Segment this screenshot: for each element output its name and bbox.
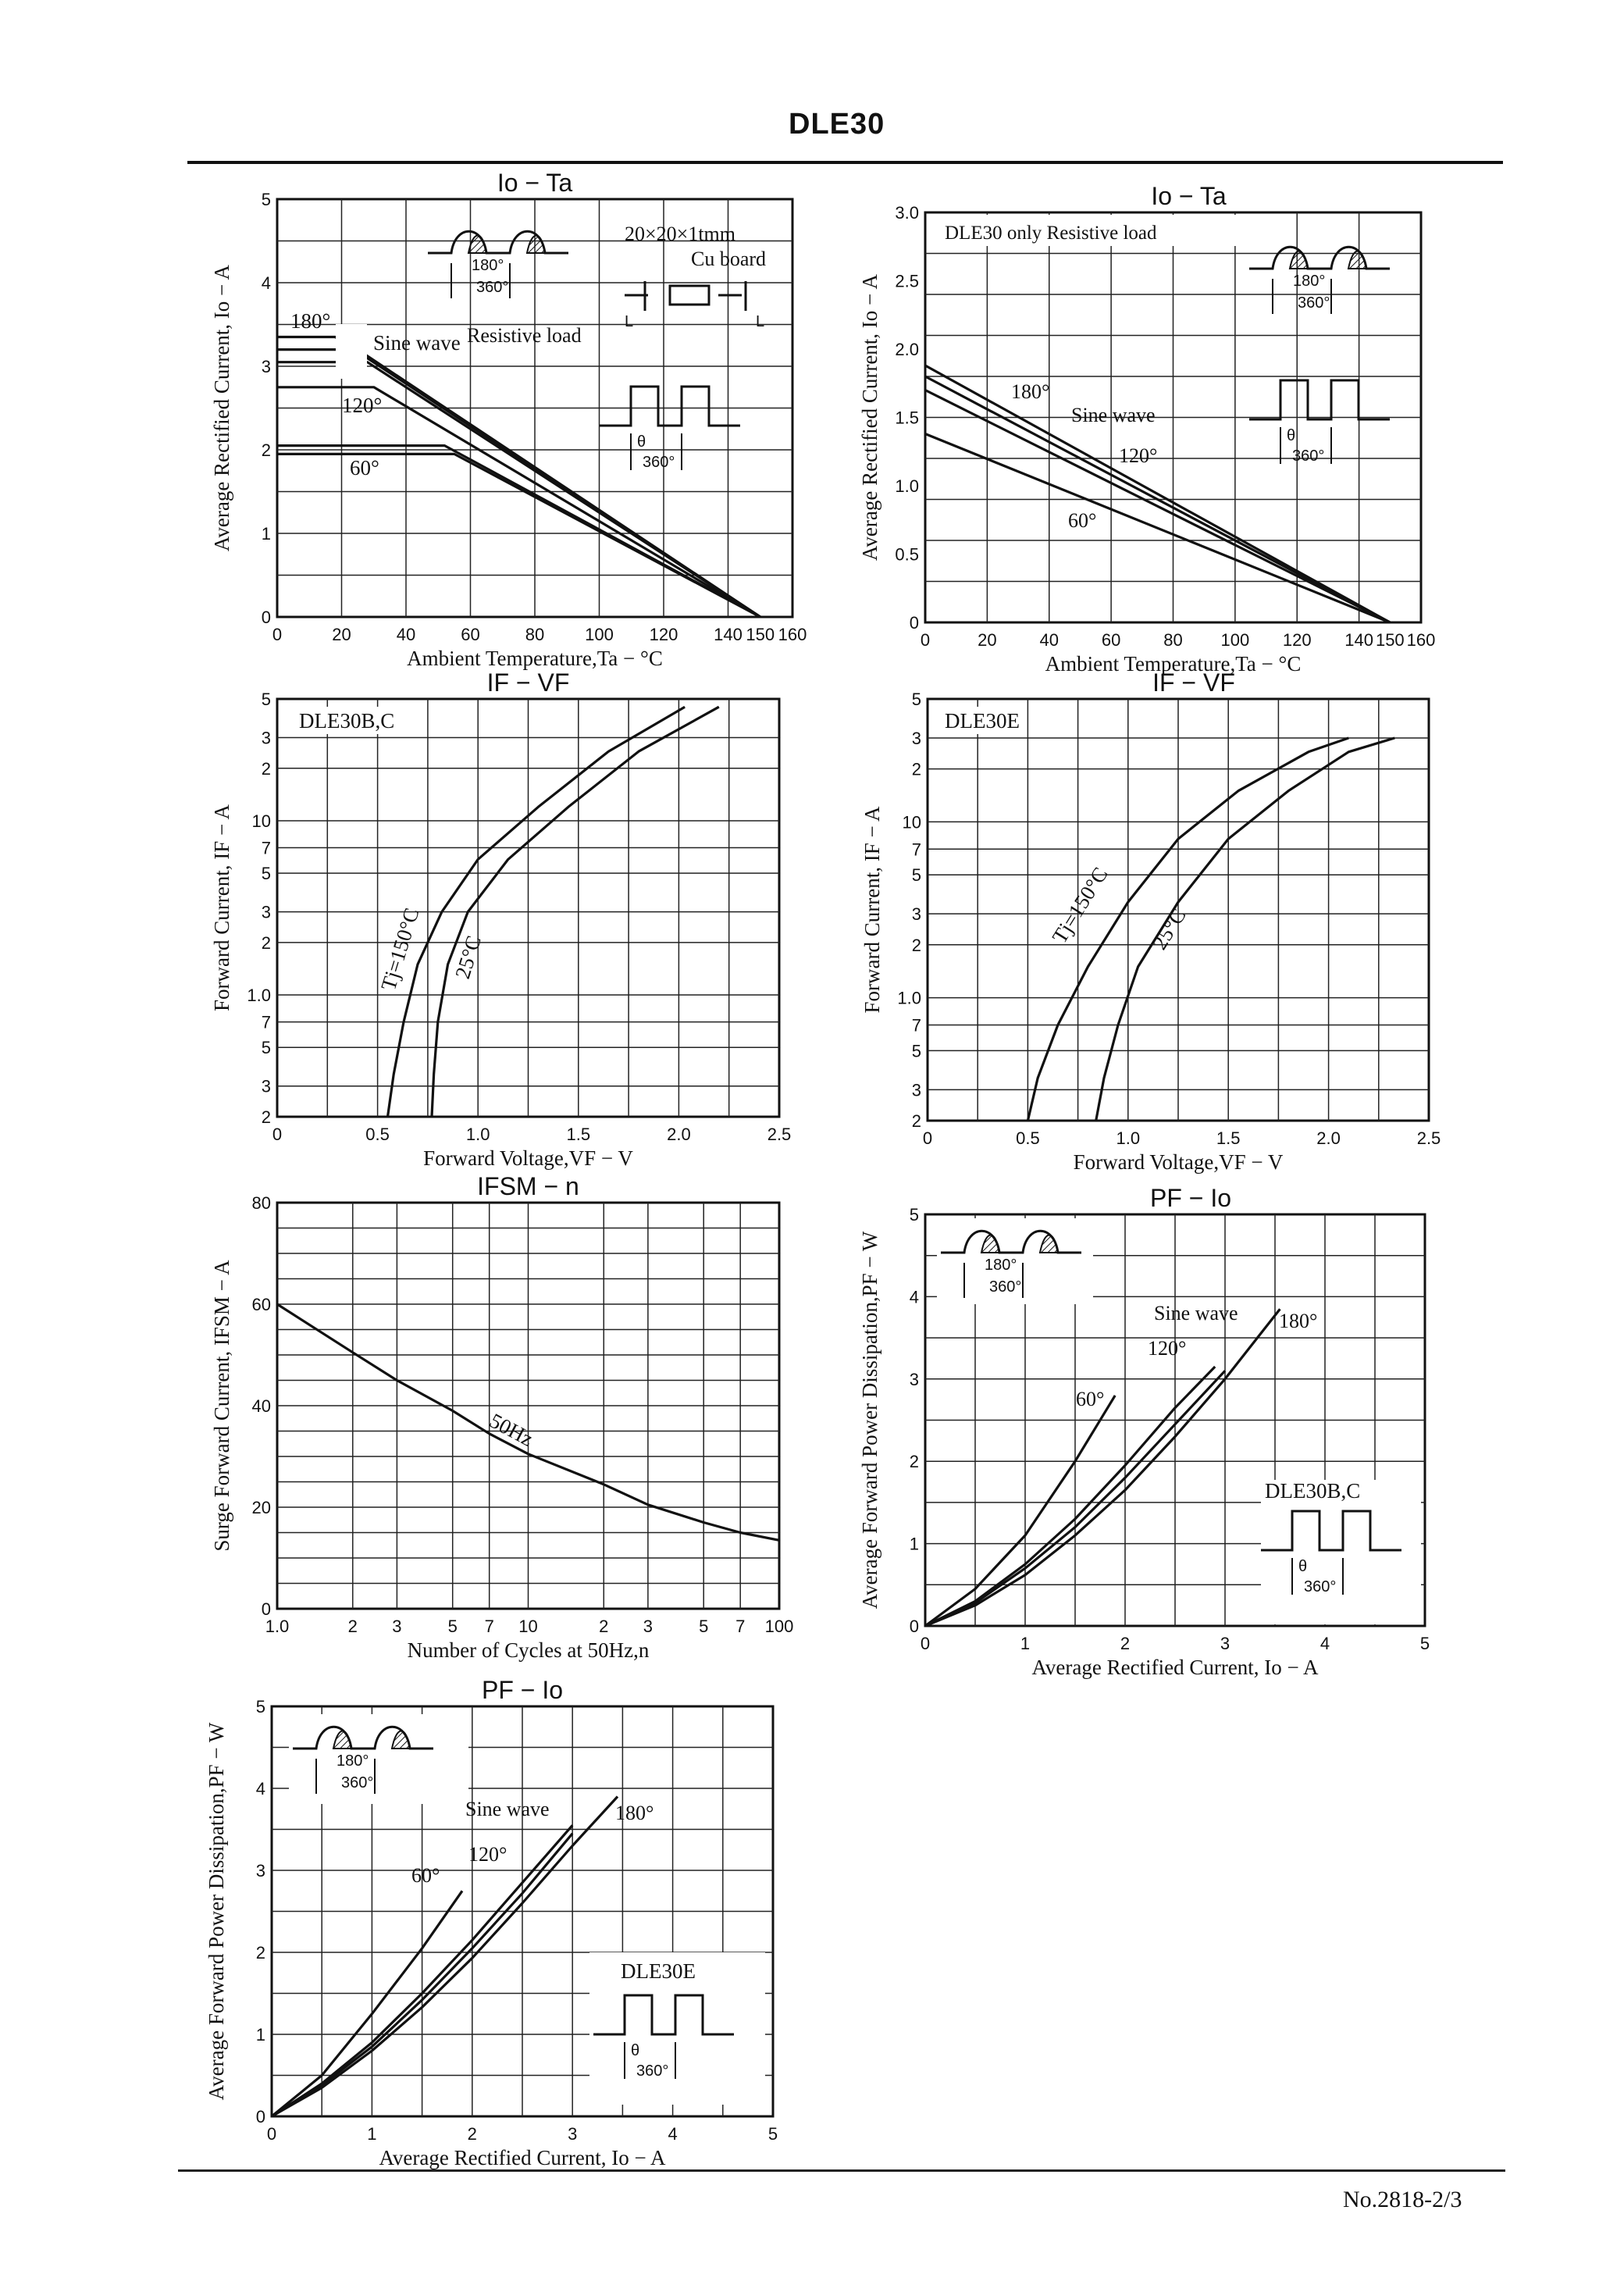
chart-annotation: Resistive load: [467, 324, 582, 347]
chart-annotation: 60°: [411, 1864, 440, 1887]
chart-annotation: 60°: [350, 456, 379, 479]
y-tick-label: 3: [255, 1861, 265, 1881]
chart-annotation: 120°: [342, 394, 383, 417]
angle-360-label: 360°: [1304, 1578, 1337, 1595]
x-tick-label: 140: [1344, 630, 1373, 650]
chart-annotation: 120°: [1119, 444, 1158, 467]
x-tick-label: 150: [1375, 630, 1405, 650]
x-tick-label: 120: [649, 625, 678, 644]
series-line-0: [925, 365, 1390, 622]
x-tick-label: 4: [1320, 1634, 1330, 1653]
y-tick-label: 2.5: [895, 271, 919, 291]
x-tick-label: 0: [922, 1128, 933, 1148]
chart-annotation: 20×20×1tmm: [625, 223, 735, 245]
x-tick-label: 80: [1163, 630, 1183, 650]
series-line-3: [925, 1309, 1280, 1626]
y-tick-label: 10: [251, 811, 271, 831]
x-tick-label: 2: [1120, 1634, 1131, 1653]
x-tick-label: 2.0: [1316, 1128, 1341, 1148]
y-tick-label: 2: [261, 440, 271, 460]
x-axis-label: Forward Voltage,VF − V: [1073, 1150, 1284, 1174]
chart-annotation: 180°: [1279, 1310, 1318, 1332]
chart-title: PF − Io: [1149, 1184, 1232, 1212]
chart-title: Io − Ta: [1151, 182, 1227, 210]
theta-label: θ: [631, 2042, 640, 2059]
chart-annotation: Cu board: [691, 248, 767, 270]
label-mask: [336, 324, 367, 379]
x-tick-label: 150: [746, 625, 775, 644]
sine-wave-icon: [428, 231, 568, 253]
x-tick-label: 5: [1419, 1634, 1430, 1653]
y-tick-label: 5: [911, 865, 921, 886]
x-tick-label: 0.5: [365, 1125, 390, 1144]
chart-annotation: Sine wave: [1071, 404, 1156, 426]
y-tick-label: 3: [909, 1369, 919, 1389]
chart-annotation: DLE30 only Resistive load: [945, 223, 1157, 244]
x-tick-label: 120: [1282, 630, 1312, 650]
chart-annotation: 60°: [1076, 1388, 1105, 1410]
y-tick-label: 2: [911, 759, 921, 779]
y-tick-label: 5: [911, 690, 921, 709]
y-tick-label: 4: [255, 1779, 265, 1799]
x-tick-label: 3: [643, 1617, 654, 1636]
y-axis-label: Average Rectified Current, Io − A: [210, 264, 233, 552]
y-tick-label: 40: [251, 1396, 271, 1416]
chart-annotation: 25°C: [451, 932, 486, 982]
y-tick-label: 3.0: [895, 203, 919, 223]
y-tick-label: 5: [261, 1038, 271, 1058]
chart-annotation: 120°: [1148, 1337, 1187, 1360]
x-axis-label: Ambient Temperature,Ta − °C: [407, 647, 663, 670]
y-tick-label: 1.0: [895, 476, 919, 496]
y-axis-label: Forward Current, IF − A: [210, 804, 233, 1011]
x-tick-label: 80: [525, 625, 545, 644]
y-tick-label: 4: [261, 273, 271, 293]
y-tick-label: 1: [909, 1534, 919, 1554]
chart-annotation: DLE30B,C: [299, 709, 395, 733]
x-axis-label: Forward Voltage,VF − V: [423, 1146, 633, 1170]
x-tick-label: 0: [266, 2124, 277, 2144]
angle-360-label: 360°: [1298, 294, 1330, 312]
y-tick-label: 0: [909, 1617, 919, 1636]
y-tick-label: 3: [911, 728, 921, 748]
x-tick-label: 100: [764, 1617, 794, 1636]
angle-180-label: 180°: [337, 1752, 369, 1770]
x-tick-label: 1: [1020, 1634, 1031, 1653]
sine-wave-icon: [1249, 247, 1390, 269]
y-tick-label: 0: [909, 613, 919, 633]
angle-360-label: 360°: [1292, 447, 1325, 465]
x-tick-label: 60: [1101, 630, 1121, 650]
x-tick-label: 40: [396, 625, 416, 644]
x-tick-label: 2.5: [767, 1125, 792, 1144]
square-wave-icon: [1249, 380, 1390, 419]
x-tick-label: 1.0: [265, 1617, 290, 1636]
x-axis-label: Average Rectified Current, Io − A: [379, 2146, 666, 2169]
x-axis-label: Ambient Temperature,Ta − °C: [1045, 652, 1302, 676]
y-tick-label: 5: [909, 1205, 919, 1225]
x-tick-label: 140: [714, 625, 743, 644]
y-tick-label: 0: [261, 1599, 271, 1619]
chart-title: IF − VF: [486, 668, 570, 697]
y-tick-label: 10: [902, 812, 921, 832]
y-tick-label: 1: [261, 524, 271, 544]
x-tick-label: 7: [735, 1617, 746, 1636]
y-axis-label: Average Forward Power Dissipation,PF − W: [858, 1231, 881, 1610]
y-tick-label: 1.0: [247, 986, 271, 1006]
series-line-0: [925, 1396, 1115, 1626]
y-tick-label: 7: [911, 840, 921, 860]
x-tick-label: 0: [272, 1125, 283, 1144]
y-tick-label: 2: [261, 1107, 271, 1127]
y-tick-label: 20: [251, 1498, 271, 1517]
x-tick-label: 1: [367, 2124, 377, 2144]
series-line-2: [925, 390, 1390, 623]
y-tick-label: 5: [261, 864, 271, 884]
y-tick-label: 2.0: [895, 340, 919, 359]
y-tick-label: 2: [255, 1943, 265, 1963]
y-tick-label: 7: [911, 1015, 921, 1036]
page-number: No.2818-2/3: [1343, 2187, 1462, 2212]
chart-annotation: 50Hz: [486, 1408, 537, 1451]
x-tick-label: 5: [447, 1617, 458, 1636]
angle-360-label: 360°: [989, 1278, 1022, 1296]
angle-180-label: 180°: [472, 257, 504, 274]
y-tick-label: 1: [255, 2025, 265, 2044]
theta-label: θ: [1298, 1558, 1308, 1575]
series-line-1: [1096, 738, 1395, 1121]
x-tick-label: 0.5: [1016, 1128, 1040, 1148]
square-wave-icon: [600, 387, 740, 426]
series-line-3: [277, 387, 760, 617]
angle-360-label: 360°: [643, 454, 675, 471]
y-tick-label: 0.5: [895, 544, 919, 565]
x-tick-label: 0: [920, 1634, 931, 1653]
chart-annotation: DLE30E: [621, 1959, 696, 1983]
chart-annotation: 180°: [1011, 380, 1050, 403]
document-title: DLE30: [789, 108, 885, 141]
footer-rule: [178, 2169, 1505, 2172]
y-tick-label: 5: [261, 190, 271, 209]
diode-icon: [670, 286, 709, 305]
chart-annotation: 120°: [468, 1843, 508, 1866]
x-tick-label: 10: [518, 1617, 538, 1636]
x-tick-label: 2: [599, 1617, 609, 1636]
chart-annotation: L: [756, 313, 765, 330]
y-tick-label: 3: [261, 357, 271, 376]
chart-title: IF − VF: [1152, 668, 1235, 697]
y-tick-label: 3: [911, 904, 921, 925]
x-tick-label: 2.0: [667, 1125, 691, 1144]
angle-360-label: 360°: [341, 1774, 374, 1791]
x-tick-label: 160: [778, 625, 807, 644]
chart-annotation: 60°: [1068, 509, 1097, 532]
chart-annotation: DLE30E: [945, 709, 1020, 733]
x-tick-label: 60: [461, 625, 480, 644]
angle-360-label: 360°: [476, 279, 509, 296]
y-tick-label: 1.5: [895, 408, 919, 428]
chart-annotation: Sine wave: [1154, 1302, 1238, 1324]
y-tick-label: 3: [261, 728, 271, 748]
y-tick-label: 2: [261, 758, 271, 779]
y-tick-label: 5: [261, 690, 271, 709]
angle-180-label: 180°: [985, 1257, 1017, 1274]
x-tick-label: 100: [585, 625, 614, 644]
y-axis-label: Surge Forward Current, IFSM − A: [210, 1260, 233, 1552]
y-tick-label: 5: [255, 1697, 265, 1717]
series-line-3: [272, 1797, 618, 2117]
y-axis-label: Forward Current, IF − A: [860, 806, 884, 1014]
y-tick-label: 2: [261, 932, 271, 953]
angle-180-label: 180°: [1293, 273, 1326, 290]
chart-annotation: Sine wave: [373, 331, 461, 355]
x-tick-label: 1.0: [465, 1125, 490, 1144]
chart-title: PF − Io: [481, 1676, 564, 1704]
sine-wave-diagram: [1249, 247, 1390, 314]
x-axis-label: Average Rectified Current, Io − A: [1031, 1656, 1319, 1679]
x-tick-label: 1.5: [1216, 1128, 1241, 1148]
chart-title: Io − Ta: [497, 169, 573, 197]
x-tick-label: 2: [347, 1617, 358, 1636]
x-tick-label: 100: [1220, 630, 1250, 650]
x-tick-label: 0: [272, 625, 283, 644]
x-tick-label: 3: [1220, 1634, 1230, 1653]
chart-annotation: 180°: [290, 309, 331, 333]
y-tick-label: 3: [911, 1080, 921, 1100]
hatch-icon: [468, 236, 486, 254]
chart-annotation: 180°: [615, 1802, 654, 1824]
x-tick-label: 20: [332, 625, 351, 644]
y-tick-label: 3: [261, 902, 271, 922]
chart-title: IFSM − n: [477, 1172, 579, 1200]
y-tick-label: 2: [909, 1452, 919, 1472]
x-tick-label: 1.5: [566, 1125, 591, 1144]
x-tick-label: 2.5: [1416, 1128, 1441, 1148]
y-tick-label: 7: [261, 1012, 271, 1032]
chart-annotation: Sine wave: [465, 1798, 550, 1820]
chart-annotation: 25°C: [1147, 904, 1191, 954]
x-tick-label: 3: [568, 2124, 578, 2144]
theta-label: θ: [637, 433, 646, 451]
y-axis-label: Average Forward Power Dissipation,PF − W: [205, 1722, 228, 2101]
x-tick-label: 0: [920, 630, 931, 650]
x-tick-label: 7: [484, 1617, 494, 1636]
theta-label: θ: [1287, 427, 1296, 444]
chart-annotation: Tj=150°C: [1047, 863, 1113, 948]
chart-annotation: DLE30B,C: [1265, 1479, 1361, 1503]
series-line-0: [272, 1891, 462, 2116]
angle-360-label: 360°: [636, 2062, 669, 2080]
y-tick-label: 0: [261, 608, 271, 627]
x-tick-label: 4: [668, 2124, 678, 2144]
x-axis-label: Number of Cycles at 50Hz,n: [407, 1638, 650, 1662]
y-tick-label: 5: [911, 1041, 921, 1061]
chart-annotation: Tj=150°C: [376, 905, 424, 993]
y-tick-label: 4: [909, 1287, 919, 1307]
y-tick-label: 2: [911, 1111, 921, 1131]
x-tick-label: 1.0: [1116, 1128, 1141, 1148]
series-line-1: [925, 1367, 1215, 1626]
y-axis-label: Average Rectified Current, Io − A: [858, 273, 881, 561]
y-tick-label: 3: [261, 1076, 271, 1096]
y-tick-label: 0: [255, 2107, 265, 2126]
square-wave-diagram: [600, 387, 740, 471]
x-tick-label: 160: [1406, 630, 1436, 650]
x-tick-label: 2: [467, 2124, 477, 2144]
square-wave-diagram: [1249, 380, 1390, 465]
y-tick-label: 1.0: [897, 988, 921, 1008]
x-tick-label: 5: [699, 1617, 709, 1636]
hatch-icon: [527, 236, 545, 254]
x-tick-label: 3: [392, 1617, 402, 1636]
x-tick-label: 20: [978, 630, 997, 650]
x-tick-label: 40: [1039, 630, 1059, 650]
chart-annotation: L: [625, 313, 634, 330]
x-tick-label: 5: [767, 2124, 778, 2144]
y-tick-label: 7: [261, 838, 271, 858]
y-tick-label: 60: [251, 1295, 271, 1314]
y-tick-label: 2: [911, 935, 921, 955]
y-tick-label: 80: [251, 1193, 271, 1213]
